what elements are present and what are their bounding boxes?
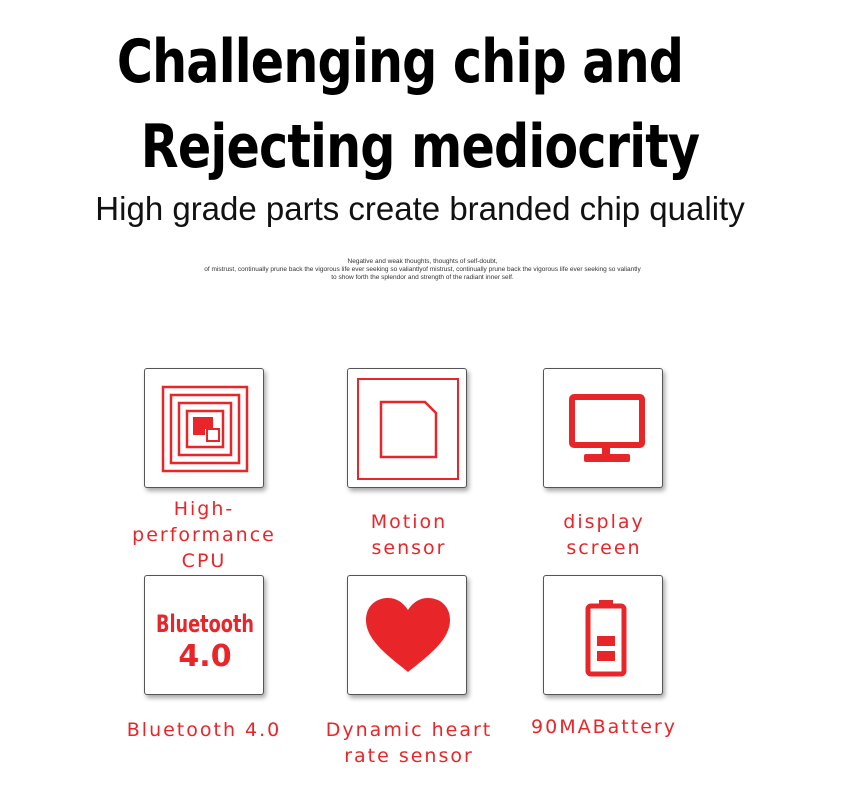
bluetooth-logo-word: Bluetooth [156, 610, 254, 638]
feature-label-heart: Dynamic heart rate sensor [325, 719, 493, 767]
fine-print-line-2: of mistrust, continually prune back the vigorous life ever seeking so valiantlyof mistrust, continually prune back the vigorous life ever seeking so valiantly [204, 266, 641, 273]
fine-print-line-1: Negative and weak thoughts, thoughts of self-doubt, [347, 258, 498, 265]
subheadline: High grade parts create branded chip quality [95, 190, 745, 227]
headline-line-1: Challenging chip and [116, 27, 684, 97]
feature-tile-motion [347, 368, 467, 488]
feature-label-display: display screen [563, 511, 645, 559]
heart-icon [348, 576, 468, 696]
monitor-icon [544, 369, 664, 489]
feature-tile-battery [543, 575, 663, 695]
feature-label-battery: 90MABattery [531, 716, 677, 738]
bluetooth-logo-version: 4.0 [178, 639, 232, 674]
fine-print-line-3: to show forth the splendor and strength of the radiant inner self. [331, 274, 514, 281]
battery-icon [544, 576, 664, 696]
sim-card-icon [348, 369, 468, 489]
cpu-chip-icon [145, 369, 265, 489]
feature-tile-display [543, 368, 663, 488]
feature-tile-cpu [144, 368, 264, 488]
feature-label-bluetooth: Bluetooth 4.0 [126, 719, 282, 741]
headline-line-2: Rejecting mediocrity [140, 112, 700, 182]
feature-label-cpu: High- performance CPU [132, 498, 276, 572]
feature-tile-heart [347, 575, 467, 695]
feature-label-motion: Motion sensor [370, 511, 448, 559]
bluetooth-logo-icon [145, 576, 265, 696]
feature-tile-bluetooth [144, 575, 264, 695]
